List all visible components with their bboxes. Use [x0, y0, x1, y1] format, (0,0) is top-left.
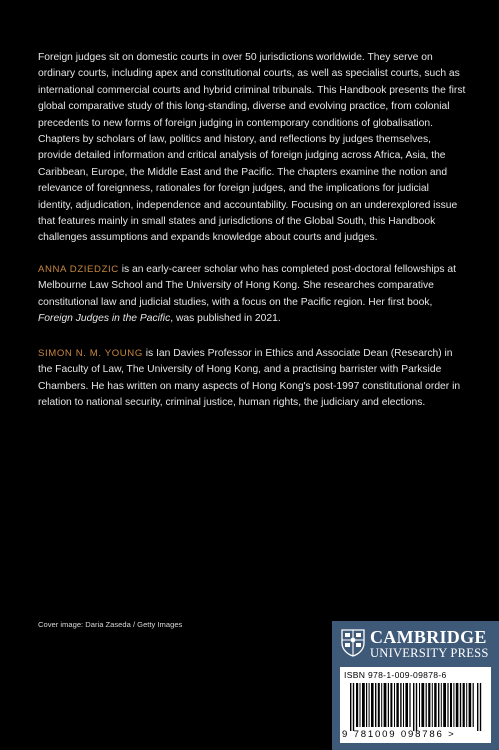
university-crest-icon [341, 629, 365, 657]
author-bio-dziedzic [38, 262, 466, 328]
barcode-panel [340, 667, 491, 743]
barcode-digits: 9 781009 098786 > [342, 729, 456, 740]
author-name: ANNA DZIEDZIC [38, 264, 119, 275]
publisher-name: CAMBRIDGE [370, 627, 487, 647]
barcode [350, 683, 483, 731]
book-description: Foreign judges sit on domestic courts in over 50 jurisdictions worldwide. They serve on ordinary courts, including apex and constitutional courts, as well as specialist courts, such as international commercial courts and hybrid criminal tribunals. This Handbook presents the first global comparative study of this long-standing, diverse and evolving practice, from colonial precedents to new forms of foreign judging in contemporary conditions of globalisation. Chapters by scholars of law, politics and history, and reflections by judges themselves, provide detailed information and critical analysis of foreign judging across Africa, Asia, the Caribbean, Europe, the Middle East and the Pacific. The chapters examine the notion and relevance of foreignness, rationales for foreign judges, and the implications for judicial identity, adjudication, independence and accountability. Focusing on an underexplored issue that features mainly in small states and jurisdictions of the Global South, this Handbook challenges assumptions and expands knowledge about courts and judges. [38, 52, 466, 244]
author-bio-text: , was published in 2021. [170, 313, 281, 325]
publisher-panel [332, 621, 499, 750]
author-bio-young [38, 346, 466, 412]
author-bio-text: is an early-career scholar who has completed post-doctoral fellowships at Melbourne Law School and The University of Hong Kong. She researches comparative constitutional law and judicial studies, with a focus on the Pacific region. Her first book, [38, 264, 456, 308]
book-title: Foreign Judges in the Pacific [38, 313, 171, 325]
author-name: SIMON N. M. YOUNG [38, 348, 143, 359]
isbn-label: ISBN 978-1-009-09878-6 [344, 670, 447, 680]
author-bio-text: is Ian Davies Professor in Ethics and Associate Dean (Research) in the Faculty of Law, The University of Hong Kong, and a practising barrister with Parkside Chambers. He has written on many aspects of Hong Kong's post-1997 constitutional order in relation to national security, criminal justice, human rights, the judiciary and elections. [38, 348, 461, 409]
cover-image-credit: Cover image: Daria Zaseda / Getty Images [38, 620, 183, 629]
publisher-subname: UNIVERSITY PRESS [370, 646, 489, 660]
